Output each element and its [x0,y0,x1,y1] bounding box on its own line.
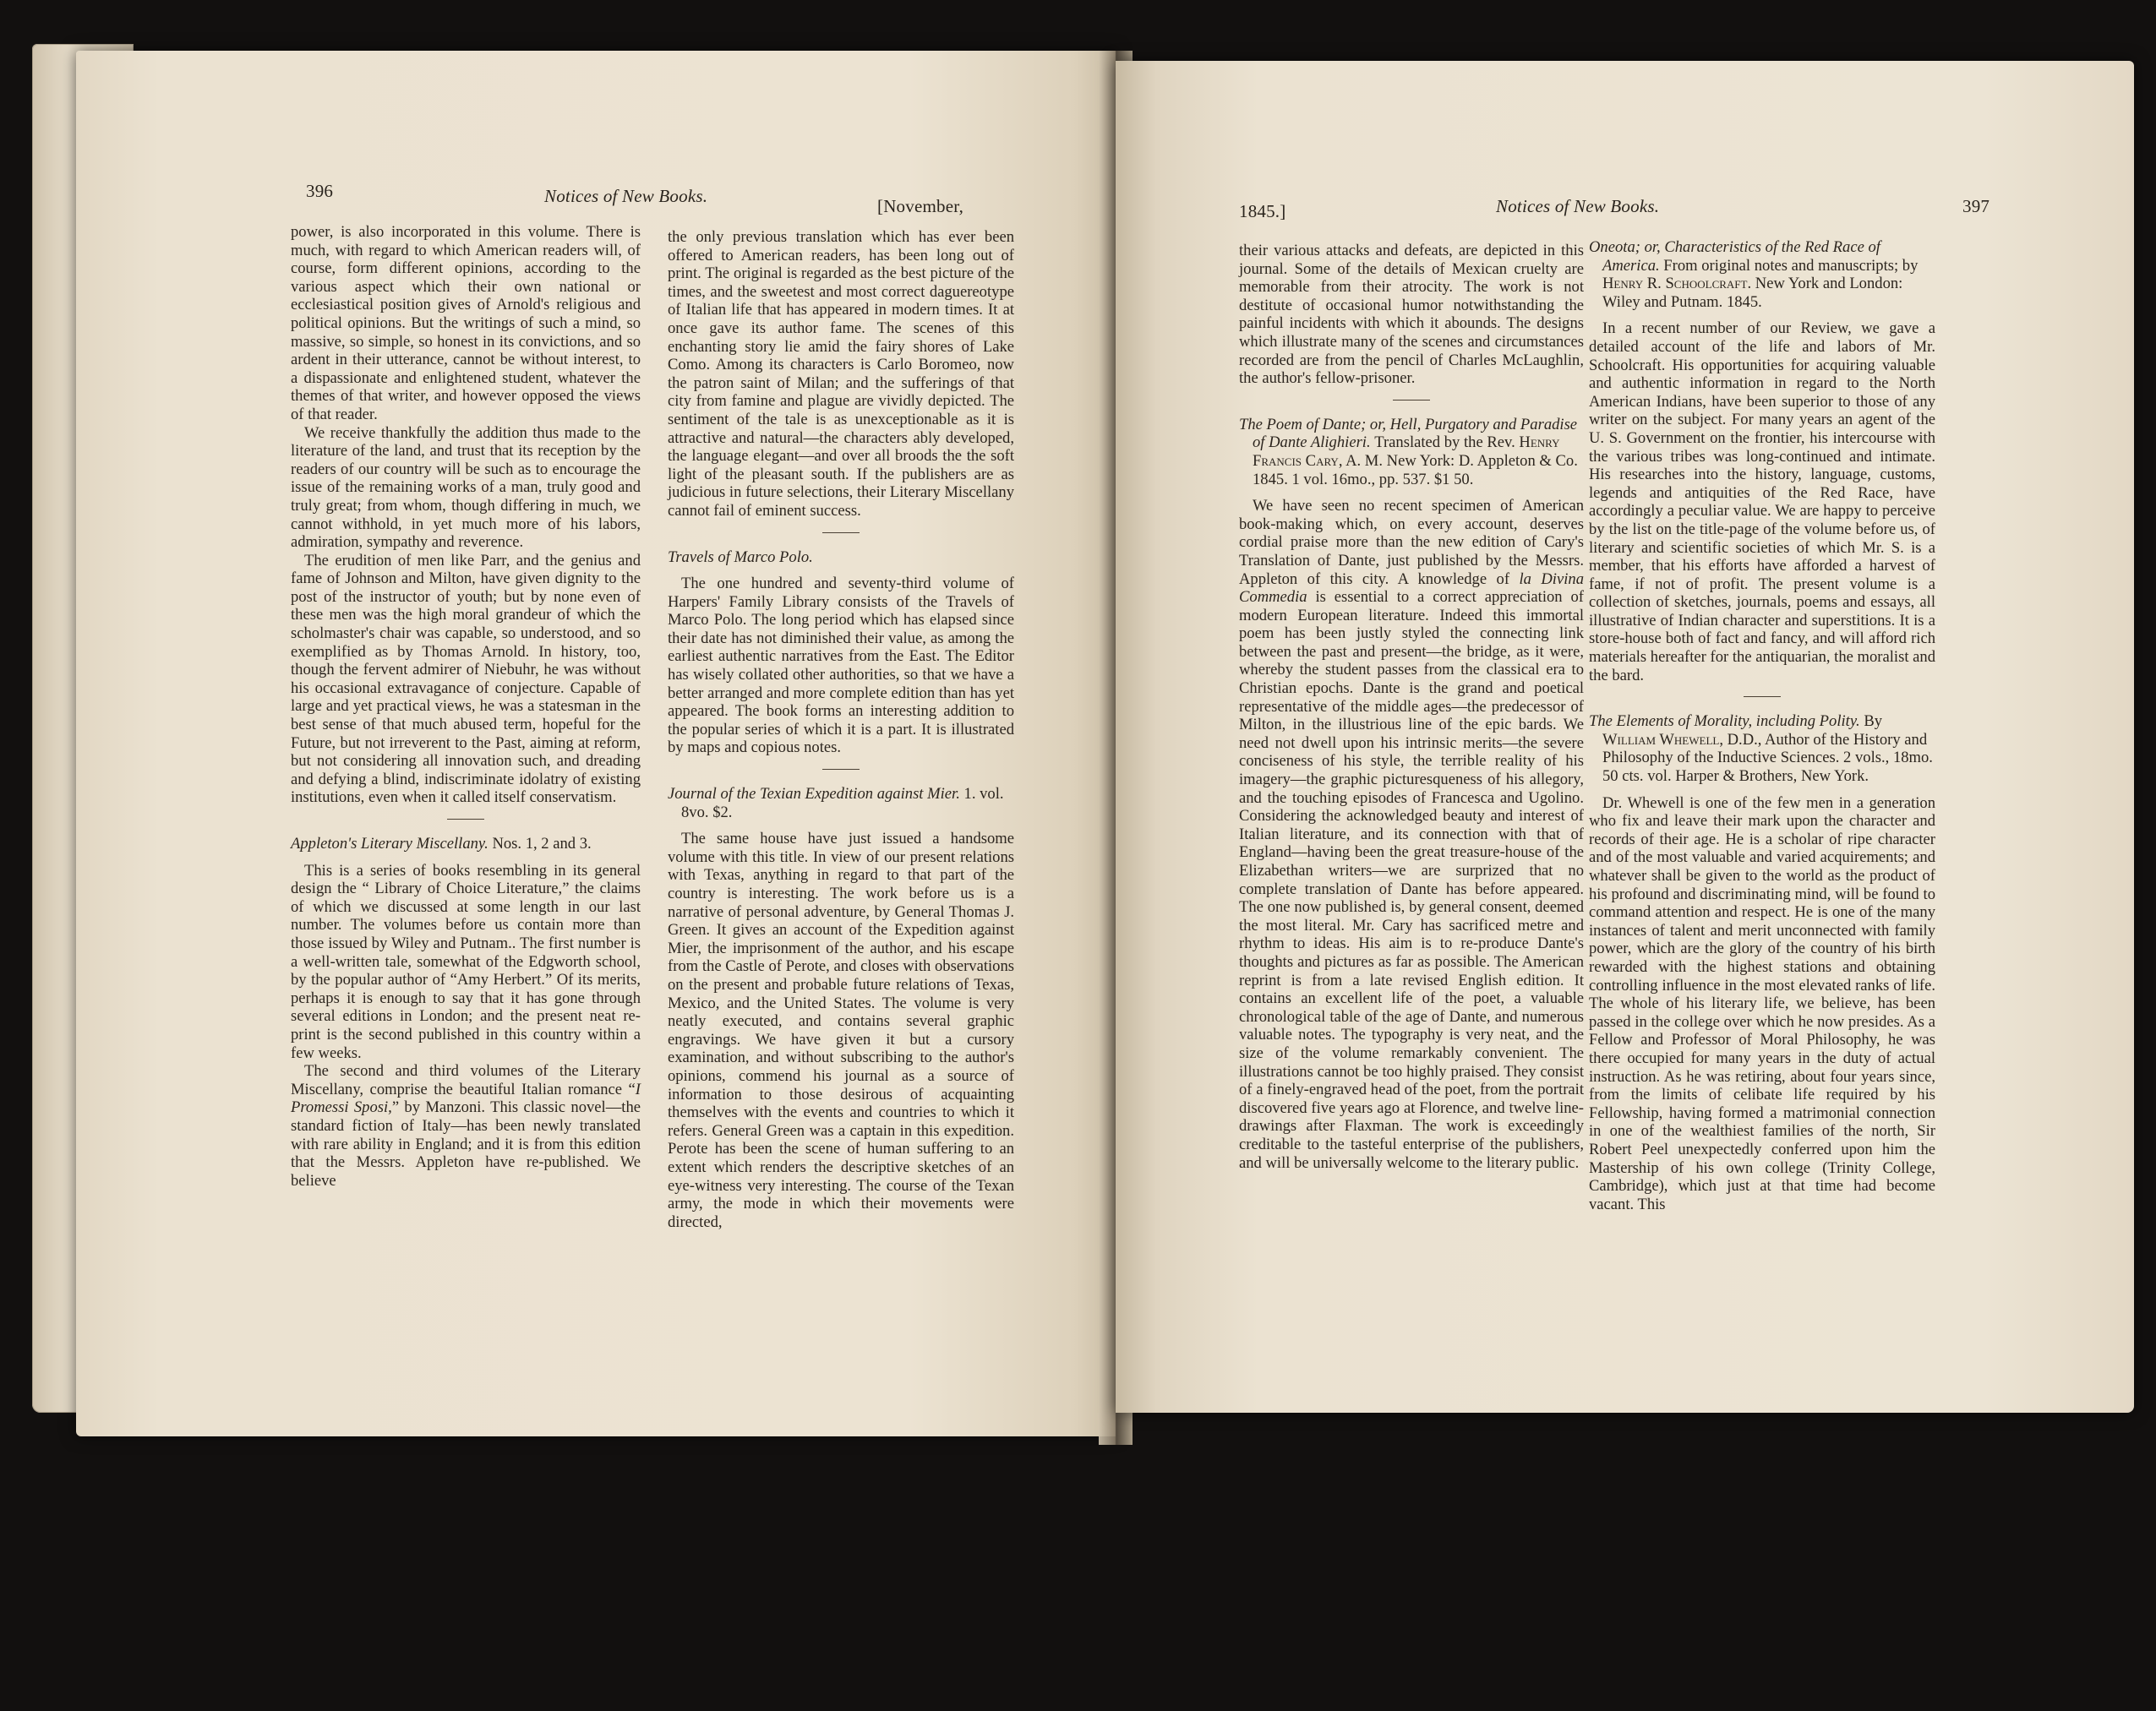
left-page [76,51,1116,1436]
review-heading: The Elements of Morality, including Polity. By William Whewell, D.D., Author of the History and Philosophy of the Inductive Sciences. 2 vols., 18mo. 50 cts. vol. Harper & Brothers, New York. [1589,712,1933,786]
left-running-date: [November, [877,196,964,216]
right-page [1116,61,2134,1413]
left-column-1 [291,223,641,1190]
paragraph: power, is also incorporated in this volume. There is much, with regard to which American readers will, of course, form different opinions, according to the various aspect which their own national or ecclesiastical position gives of Arnold's religious and political opinions. But the writings of such a mind, so massive, so simple, so honest in its convictions, and so ardent in their utterance, cannot be without interest, to a dispassionate and enlightened student, whatever the themes of that writer, and however opposed the views of that reader. [291,223,641,423]
paragraph: the only previous translation which has ever been offered to American readers, has been long out of print. The original is regarded as the best picture of the times, and the sweetest and most correct daguereotype of Italian life that has appeared in modern times. It at once gave its author fame. The scenes of this enchanting story lie amid the fairy shores of Lake Como. Among its characters is Carlo Boromeo, now the patron saint of Milan; and the sufferings of that city from famine and plague are vividly depicted. The sentiment of the tale is as unexceptionable as it is attractive and natural—the characters ably developed, the language elegant—and over all broods the the soft light of the pleasant south. If the publishers are as judicious in future selections, their Literary Miscellany cannot fail of eminent success. [668,228,1014,520]
paragraph: The one hundred and seventy-third volume of Harpers' Family Library consists of the Travels of Marco Polo. The long period which has elapsed since their date has not diminished their value, as among the earliest authentic narratives from the East. The Editor has wisely collated other authorities, so that we have a better arranged and more complete edition than has yet appeared. The book forms an interesting addition to the popular series of which it is a part. It is illustrated by maps and copious notes. [668,575,1014,757]
paragraph: their various attacks and defeats, are depicted in this journal. Some of the details of Mexican cruelty are memorable from their atrocity. The work is not destitute of occasional humor notwithstanding the painful incidents with which it abounds. The designs which illustrate many of the scenes and circumstances recorded are from the pencil of Charles McLaughlin, the author's fellow-prisoner. [1239,242,1584,388]
left-page-number: 396 [306,181,334,201]
left-running-title: Notices of New Books. [544,186,708,206]
section-divider [1393,400,1430,401]
right-column-1 [1239,242,1584,1172]
paragraph: This is a series of books resembling in its general design the “ Library of Choice Literature,” the claims of which we discussed at some length in our last number. The volumes before us contain more than those issued by Wiley and Putnam.. The first number is a well-written tale, somewhat of the Edgworth school, by the popular author of “Amy Herbert.” Of its merits, perhaps it is enough to say that it has gone through several editions in London; and the present neat re-print is the second published in this country within a few weeks. [291,861,641,1062]
review-heading: Oneota; or, Characteristics of the Red Race of America. From original notes and manuscripts; by Henry R. Schoolcraft. New York and London: Wiley and Putnam. 1845. [1589,238,1919,311]
paragraph: The same house have just issued a handsome volume with this title. In view of our present relations with Texas, anything in regard to that part of the country is interesting. The work before us is a narrative of personal adventure, by General Thomas J. Green. It gives an account of the Expedition against Mier, the imprisonment of the author, and his escape from the Castle of Perote, and closes with observations on the present and probable future relations of Texas, Mexico, and the United States. The volume is very neatly executed, and contains several graphic engravings. We have given it but a cursory examination, and without subscribing to the author's opinions, commend his journal as a source of information to those desirous of acquainting themselves with the events and countries to which it refers. General Green was a captain in this expedition. Perote has been the scene of human suffering to an extent which renders the descriptive sketches of an eye-witness very interesting. The course of the Texan army, the mode in which their movements were directed, [668,830,1014,1231]
paragraph: Dr. Whewell is one of the few men in a generation who fix and leave their mark upon the character and records of their age. He is a scholar of ripe character and of the most valuable and varied acquirements; and whatever shall be given to the world as the product of his profound and discriminating mind, will be found to command attention and respect. He is one of the many instances of talent and merit unconnected with family power, which are the glory of the country of his birth rewarded with the highest stations and obtaining controlling influence in the most elevated ranks of life. The whole of his literary life, we believe, has been passed in the college over which he now presides. As a Fellow and Professor of Moral Philosophy, he was there occupied for many years in the duty of actual instruction. As he was retiring, about four years since, from the limits of celibate life required by his Fellowship, having formed a matrimonial connection in one of the wealthiest families of the north, Sir Robert Peel unexpectedly conferred upon him the Mastership of his own college (Trinity College, Cambridge), which just at that time had become vacant. This [1589,793,1935,1213]
paragraph: We have seen no recent specimen of American book-making which, on every account, deserves cordial praise more than the new edition of Cary's Translation of Dante, just published by the Messrs. Appleton of this city. A knowledge of la Divina Commedia is essential to a correct appreciation of modern European literature. Indeed this immortal poem has been justly styled the connecting link between the past and present—the bridge, as it were, whereby the student passes from the classical era to Christian epochs. Dante is the grand and poetical representative of the middle ages—the predecessor of Milton, in the illustrious line of the epic bards. We need not dwell upon his intrinsic merits—the severe conciseness of his style, the terrible reality of his imagery—the graphic picturesqueness of his allegory, and the touching episodes of Francesca and Ugolino. Considering the acknowledged beauty and interest of Italian literature, and its connection with that of England—having been the great treasure-house of the Elizabethan writers—we are surprized that no complete translation of Dante has before appeared. The one now published is, by general consent, deemed the most literal. Mr. Cary has sacrificed metre and rhythm to ideas. His aim is to re-produce Dante's thoughts and pictures as far as possible. The American reprint is from a late revised English edition. It contains an excellent life of the poet, a valuable chronological table of the age of Dante, and numerous valuable notes. The typography is very neat, and the size of the volume remarkably convenient. The illustrations cannot be too highly praised. They consist of a finely-engraved head of the poet, from the portrait discovered five years ago at Florence, and twelve line-drawings after Flaxman. The work is exceedingly creditable to the tasteful enterprise of the publishers, and will be universally welcome to the literary public. [1239,497,1584,1172]
review-heading: The Poem of Dante; or, Hell, Purgatory and Paradise of Dante Alighieri. Translated by the Rev. Henry Francis Cary, A. M. New York: D. Appleton & Co. 1845. 1 vol. 16mo., pp. 537. $1 50. [1239,415,1578,488]
paragraph: We receive thankfully the addition thus made to the literature of the land, and trust that its reception by the readers of our country will be such as to encourage the issue of the remaining works of a man, truly good and truly great; from whom, though differing in much, we cannot withhold, in yet much more of his labors, admiration, sympathy and reverence. [291,423,641,552]
section-divider [1744,696,1781,697]
review-heading: Appleton's Literary Miscellany. Nos. 1, 2 and 3. [291,835,592,853]
paragraph: In a recent number of our Review, we gave a detailed account of the life and labors of Mr. Schoolcraft. His opportunities for acquiring valuable and authentic information in regard to the North American Indians, have been superior to those of any writer on the subject. For many years an agent of the U. S. Government on the frontier, his intercourse with the various tribes was long-continued and intimate. His researches into the history, language, customs, legends and antiquities of the Red Race, have accordingly a peculiar value. We are happy to perceive by the list on the title-page of the volume before us, of literary and scientific societies of which Mr. S. is a member, that his efforts have afforded a harvest of fame, if not of profit. The present volume is a collection of sketches, journals, poems and essays, all illustrative of Indian character and superstitions. It is a store-house both of fact and fancy, and will afford rich materials hereafter for the antiquarian, the moralist and the bard. [1589,319,1935,684]
review-heading: Travels of Marco Polo. [668,548,813,566]
review-heading: Journal of the Texian Expedition against Mier. 1. vol. 8vo. $2. [668,785,1004,821]
section-divider [822,532,860,533]
right-running-date: 1845.] [1239,201,1286,221]
left-column-2 [668,228,1014,1231]
section-divider [822,769,860,770]
paragraph: The erudition of men like Parr, and the genius and fame of Johnson and Milton, have given dignity to the post of the instructor of youth; but by none even of these men was the high moral grandeur of which the scholmaster's chair was capable, so understood, and so exemplified as by Thomas Arnold. In history, too, though the fervent admirer of Niebuhr, he was without his occasional extravagance of conjecture. Capable of large and yet practical views, he was a statesman in the best sense of that much abused term, hopeful for the Future, but not irreverent to the Past, aiming at reform, but not considering all innovation such, and dreading and defying a blind, indiscriminate idolatry of existing institutions, even when it called itself conservatism. [291,551,641,807]
right-column-2 [1589,238,1935,1213]
right-page-number: 397 [1962,196,1990,216]
right-running-title: Notices of New Books. [1496,196,1660,216]
paragraph: The second and third volumes of the Literary Miscellany, comprise the beautiful Italian romance “I Promessi Sposi,” by Manzoni. This classic novel—the standard fiction of Italy—has been newly translated with rare ability in England; and it is from this edition that the Messrs. Appleton have re-published. We believe [291,1062,641,1190]
section-divider [447,819,484,820]
